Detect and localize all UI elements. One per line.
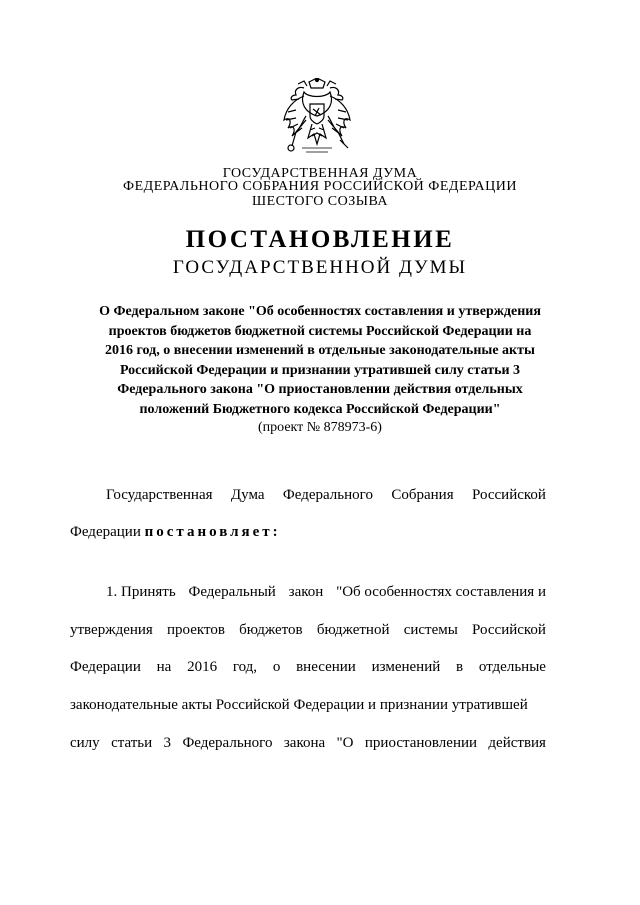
word: "Об особенностях составления и [336,584,546,600]
para1-line4 [70,697,546,714]
word: силу [70,735,100,751]
word: Федерации [70,524,141,540]
title-line: О Федеральном законе "Об особенностях составления и утверждения [99,304,541,319]
word: 1. Принять [106,584,176,600]
org-name-line1: ГОСУДАРСТВЕННАЯ ДУМА [222,166,418,181]
title-line: Федерального закона "О приостановлении действия отдельных [117,382,523,397]
word: Российской [472,622,546,638]
word: отдельные [478,659,546,675]
text-run: законодательные акты Российской Федерации и признании утратившей [70,697,528,713]
word: бюджетной [316,622,390,638]
para1-line3 [70,659,546,676]
word: Федерального [182,735,273,751]
word: Государственная [106,487,213,503]
title-line: положений Бюджетного кодекса Российской Федерации" [139,401,501,417]
word: 2016 [187,659,218,675]
word: действия [488,735,546,751]
document-subtype: ГОСУДАРСТВЕННОЙ ДУМЫ [172,257,468,278]
title-line: проектов бюджетов бюджетной системы Российской Федерации на [108,323,532,339]
word: Федеральный [188,584,276,600]
word: изменений [371,659,441,675]
project-number: (проект № 878973-6) [258,420,382,435]
para1-line5 [70,735,546,752]
word: приостановлении [364,735,478,751]
word: статьи [111,735,153,751]
word: закона [283,735,326,751]
word: бюджетов [239,622,303,638]
word: Федерального [282,487,373,503]
word: Собрания [391,487,454,503]
word: утверждения [70,622,153,638]
word: "О [336,735,354,751]
title-line: 2016 год, о внесении изменений в отдельные законодательные акты [105,343,535,358]
word: на [156,659,172,675]
resolves-verb: постановляет: [144,524,281,540]
word: закон [288,584,324,600]
document-title [70,302,570,419]
word: Федерации [70,659,141,675]
word: год, [232,659,258,675]
coat-of-arms-icon [282,78,352,154]
word: Дума [230,487,265,503]
word: внесении [296,659,356,675]
para1-line2 [70,622,546,639]
title-line: Российской Федерации и признании утратившей силу статьи 3 [119,362,521,378]
word: о [272,659,281,675]
para1-line1 [106,584,546,601]
preamble-line2 [70,524,546,541]
preamble-line1 [106,487,546,504]
org-name-line2: ФЕДЕРАЛЬНОГО СОБРАНИЯ РОССИЙСКОЙ ФЕДЕРАЦИИ [123,179,517,194]
word: 3 [163,735,172,751]
word: Российской [472,487,546,503]
document-type: ПОСТАНОВЛЕНИЕ [185,226,455,253]
word: в [456,659,464,675]
convocation-line: ШЕСТОГО СОЗЫВА [251,194,389,209]
word: системы [403,622,458,638]
word: проектов [167,622,225,638]
